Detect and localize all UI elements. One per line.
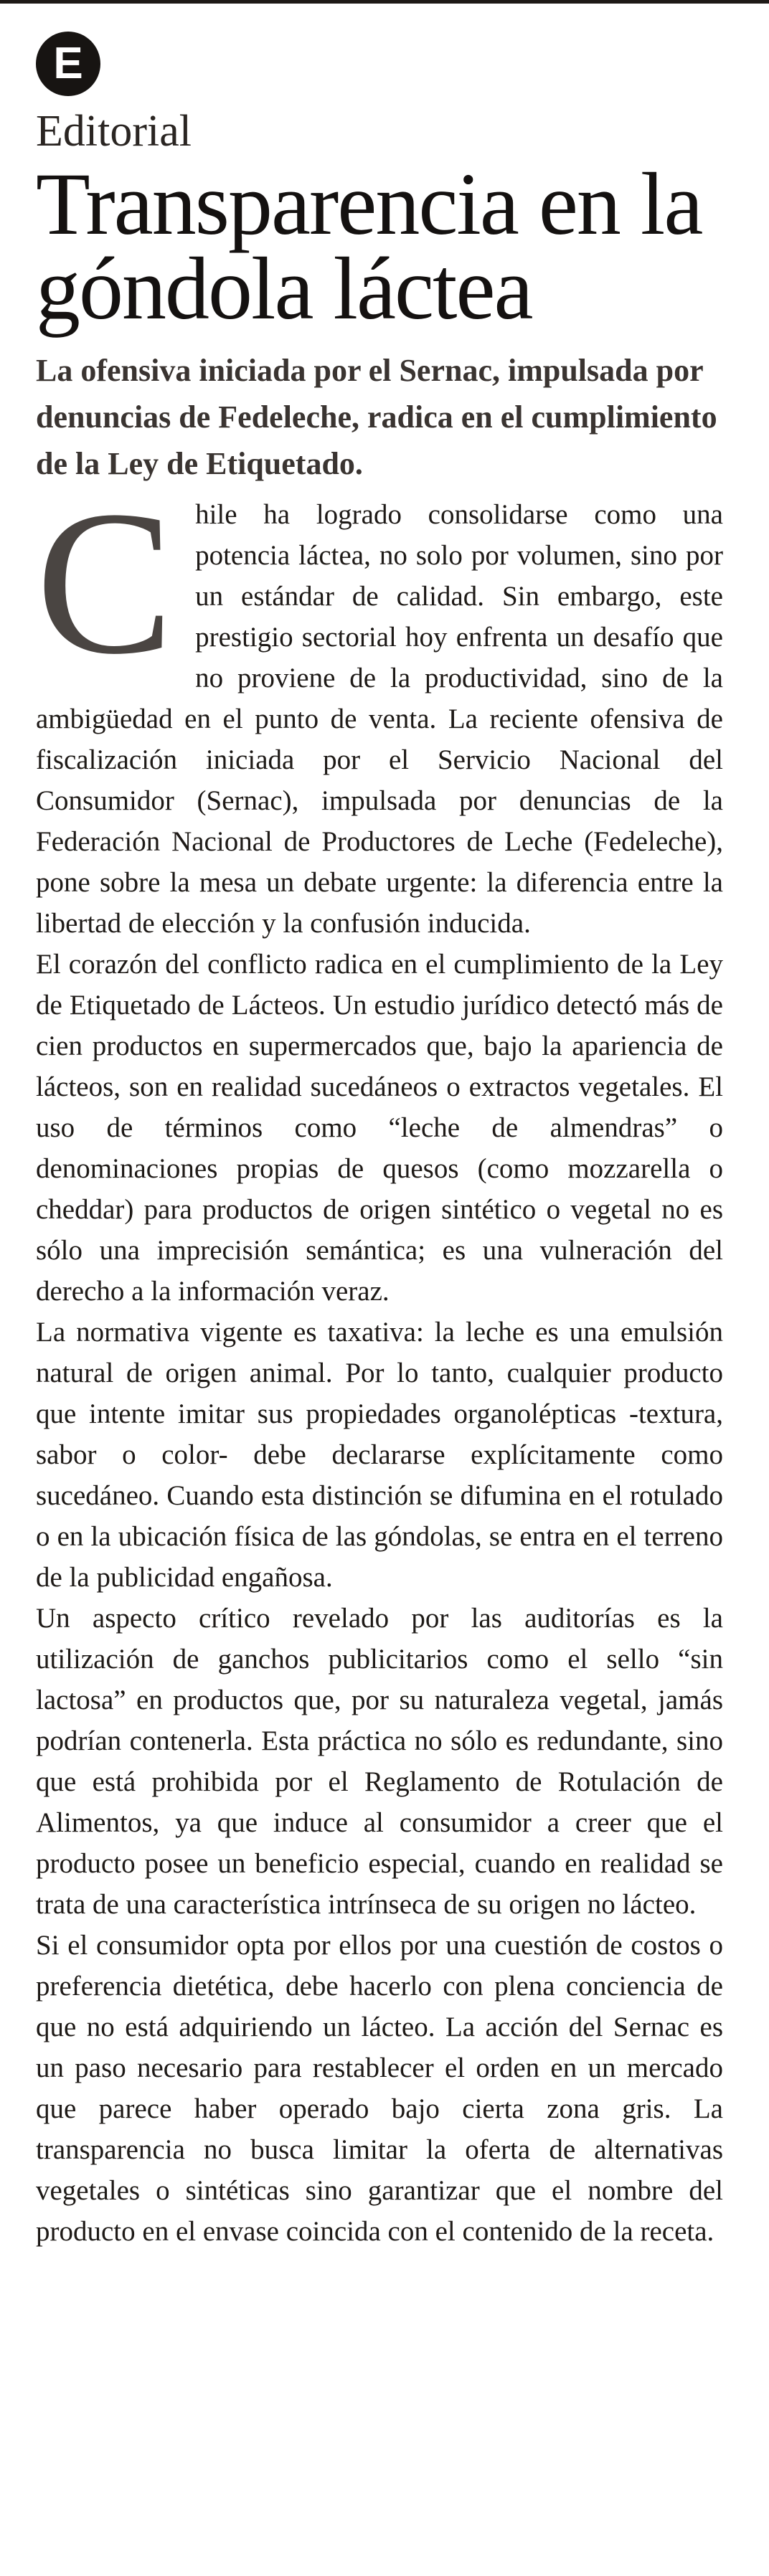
paragraph-3: La normativa vigente es taxativa: la leche es una emulsión natural de origen animal. Por lo tanto, cualquier producto que intente imitar sus propiedades organolépticas -textura, sabor o color- debe declararse explícitamente como sucedáneo. Cuando esta distinción se difumina en el rotulado o en la ubicación física de las góndolas, se entra en el terreno de la publicidad engañosa.	[36, 1317, 723, 1593]
paragraph-1: Chile ha logrado consolidarse como una potencia láctea, no solo por volumen, sino por un estándar de calidad. Sin embargo, este prestigio sectorial hoy enfrenta un desafío que no proviene de la productividad, sino de la ambigüedad en el punto de venta. La reciente ofensiva de fiscalización iniciada por el Servicio Nacional del Consumidor (Sernac), impulsada por denuncias de la Federación Nacional de Productores de Leche (Fedeleche), pone sobre la mesa un debate urgente: la diferencia entre la libertad de elección y la confusión inducida.	[36, 468, 723, 939]
editorial-article	[36, 32, 723, 2252]
section-label: Editorial	[36, 107, 192, 156]
paragraph-2: El corazón del conflicto radica en el cumplimiento de la Ley de Etiquetado de Lácteos. Un estudio jurídico detectó más de cien productos en supermercados que, bajo la apariencia de lácteos, son en realidad sucedáneos o extractos vegetales. El uso de términos como “leche de almendras” o denominaciones propias de quesos (como mozzarella o cheddar) para productos de origen sintético o vegetal no es sólo una imprecisión semántica; es una vulneración del derecho a la información veraz.	[36, 949, 723, 1307]
top-rule	[0, 0, 769, 4]
article-body	[36, 468, 723, 2252]
paragraph-5: Si el consumidor opta por ellos por una cuestión de costos o preferencia dietética, debe hacerlo con plena conciencia de que no está adquiriendo un lácteo. La acción del Sernac es un paso necesario para restablecer el orden en un mercado que parece haber operado bajo cierta zona gris. La transparencia no busca limitar la oferta de alternativas vegetales o sintéticas sino garantizar que el nombre del producto en el envase coincida con el contenido de la receta.	[36, 1930, 723, 2247]
headline: Transparencia en la góndola láctea	[36, 155, 702, 338]
editorial-badge-letter: E	[53, 39, 83, 88]
paragraph-4: Un aspecto crítico revelado por las auditorías es la utilización de ganchos publicitarios como el sello “sin lactosa” en productos que, por su naturaleza vegetal, jamás podrían contenerla. Esta práctica no sólo es redundante, sino que está prohibida por el Reglamento de Rotulación de Alimentos, ya que induce al consumidor a creer que el producto posee un beneficio especial, cuando en realidad se trata de una característica intrínseca de su origen no lácteo.	[36, 1603, 723, 1920]
editorial-badge	[36, 32, 100, 96]
deck: La ofensiva iniciada por el Sernac, impulsada por denuncias de Fedeleche, radica en el cumplimiento de la Ley de Etiquetado.	[36, 353, 717, 481]
